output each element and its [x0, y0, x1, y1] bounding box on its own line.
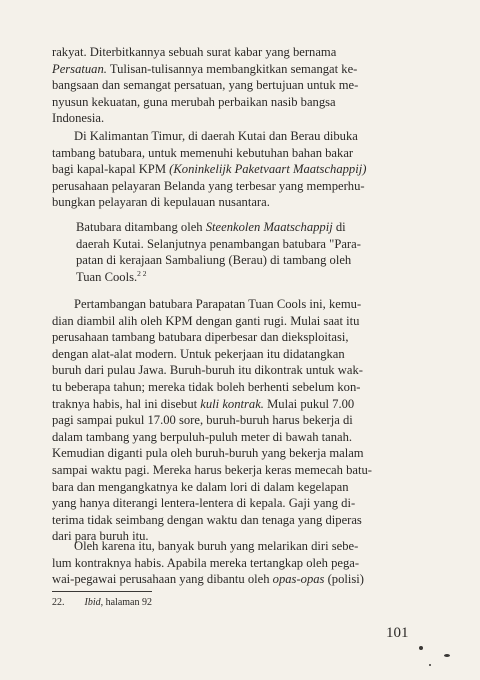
footnote-number: 22.: [52, 597, 65, 608]
text-line: perusahaan tambang batubara diperbesar dan dieksploitasi,: [52, 330, 349, 345]
text-line: rakyat. Diterbitkannya sebuah surat kabar yang bernama: [52, 45, 337, 59]
quote-line: Batubara ditambang oleh Steenkolen Maatschappij di: [76, 220, 346, 234]
text-line: buruh dari pulau Jawa. Buruh-buruh itu dikontrak untuk wak-: [52, 363, 363, 378]
block-quote: [76, 219, 408, 285]
text-line: Pertambangan batubara Parapatan Tuan Cools ini, kemu-: [74, 297, 362, 311]
text-line: yang hanya diterangi lentera-lentera di kepala. Gaji yang di-: [52, 496, 356, 511]
footnote: [52, 597, 152, 608]
footnote-divider: [52, 591, 152, 592]
text-line: bara dan mengangkatnya ke dalam lori di dalam kegelapan: [52, 479, 349, 494]
text-line: bangsaan dan semangat persatuan, yang bertujuan untuk me-: [52, 78, 359, 93]
text-line: dengan alat-alat modern. Untuk pekerjaan itu didatangkan: [52, 346, 345, 361]
text-line: Indonesia.: [52, 111, 105, 126]
text-line: tambang batubara, untuk memenuhi kebutuhan bahan bakar: [52, 145, 354, 160]
text-line: Di Kalimantan Timur, di daerah Kutai dan Berau dibuka: [74, 129, 358, 143]
paragraph-3: [52, 296, 410, 545]
text-line: Kemudian diganti pula oleh buruh-buruh yang bekerja malam: [52, 446, 364, 461]
text-line: terima tidak seimbang dengan waktu dan tenaga yang diperas: [52, 512, 362, 527]
text-line: wai-pegawai perusahaan yang dibantu oleh opas-opas (polisi): [52, 572, 364, 587]
ink-speck: [429, 664, 431, 666]
text-line: perusahaan pelayaran Belanda yang terbesar yang memperhu-: [52, 178, 365, 193]
ink-speck: [419, 646, 423, 650]
footnote-text: Ibid, halaman 92: [84, 597, 152, 608]
text-line: lum kontraknya habis. Apabila mereka tertangkap oleh pega-: [52, 555, 360, 570]
paragraph-1: [52, 44, 410, 127]
ink-speck: [444, 654, 450, 657]
text-line: pagi sampai pukul 17.00 sore, buruh-buruh harus bekerja di: [52, 413, 353, 428]
quote-line: patan di kerajaan Sambaliung (Berau) di tambang oleh: [76, 253, 352, 268]
text-line: tu beberapa tahun; mereka tidak boleh berhenti sebelum kon-: [52, 379, 361, 394]
paragraph-2: [52, 128, 410, 211]
text-line: dalam tambang yang berpuluh-puluh meter di bawah tanah.: [52, 429, 353, 444]
text-line: Persatuan. Tulisan-tulisannya membangkitkan semangat ke-: [52, 61, 358, 76]
text-line: dian diambil alih oleh KPM dengan ganti rugi. Mulai saat itu: [52, 313, 360, 328]
paragraph-4: [52, 538, 410, 588]
quote-line: Tuan Cools.$^{2 2}$: [76, 268, 147, 284]
quote-line: daerah Kutai. Selanjutnya penambangan batubara "Para-: [76, 236, 361, 251]
text-line: bungkan pelayaran di kepulauan nusantara.: [52, 195, 270, 210]
page-number: 101: [386, 625, 409, 641]
text-line: traknya habis, hal ini disebut kuli kontrak. Mulai pukul 7.00: [52, 396, 355, 411]
text-line: sampai waktu pagi. Mereka harus bekerja keras memecah batu-: [52, 462, 372, 477]
text-line: nyusun kekuatan, guna merubah perbaikan nasib bangsa: [52, 94, 336, 109]
text-line: bagi kapal-kapal KPM (Koninkelijk Paketvaart Maatschappij): [52, 162, 367, 177]
text-line: Oleh karena itu, banyak buruh yang melarikan diri sebe-: [74, 539, 359, 553]
text-line: dari para buruh itu.: [52, 529, 149, 544]
